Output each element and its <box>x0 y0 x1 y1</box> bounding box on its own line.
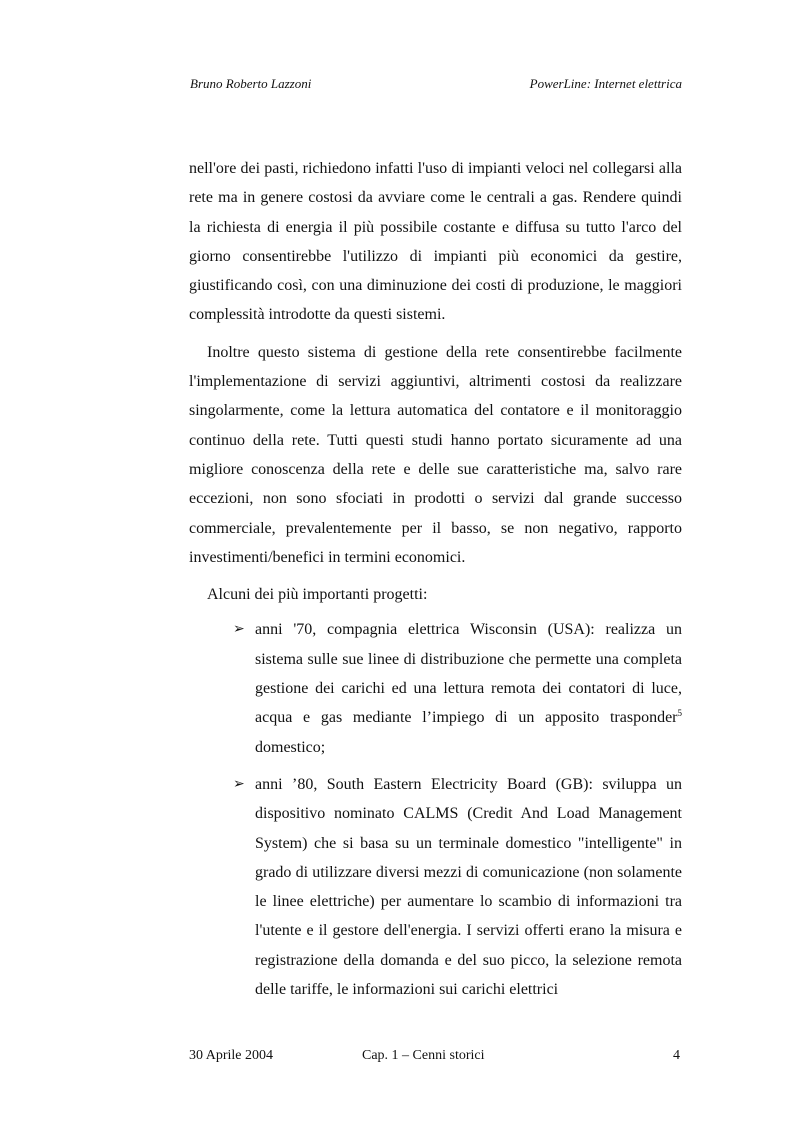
footnote-marker: 5 <box>677 708 682 719</box>
paragraph-2: Inoltre questo sistema di gestione della rete consentirebbe facilmente l'implementazione di servizi aggiuntivi, altrimenti costosi da realizzare singolarmente, come la lettura automatica del contatore e il monitoraggio continuo della rete. Tutti questi studi hanno portato sicuramente ad una migliore conoscenza della rete e delle sue caratteristiche ma, salvo rare eccezioni, non sono sfociati in prodotti o servizi dal grande successo commerciale, prevalentemente per il basso, se non negativo, rapporto investimenti/benefici in termini economici. <box>189 343 682 566</box>
footer-chapter: Cap. 1 – Cenni storici <box>362 1048 485 1063</box>
header-title: PowerLine: Internet elettrica <box>529 76 682 91</box>
list-item-text-tail: domestico; <box>255 738 326 756</box>
paragraph-3: Alcuni dei più importanti progetti: <box>207 586 428 604</box>
list-item <box>189 770 682 1004</box>
list-item-text: anni '70, compagnia elettrica Wisconsin (USA): realizza un sistema sulle sue linee di distribuzione che permette una completa gestione dei carichi ed una lettura remota dei contatori di luce, acqua e gas mediante l’impiego di un apposito trasponder <box>255 621 682 727</box>
list-item-text: anni ’80, South Eastern Electricity Board (GB): sviluppa un dispositivo nominato CALMS (Credit And Load Management System) che si basa su un terminale domestico "intelligente" in grado di utilizzare diversi mezzi di comunicazione (non solamente le linee elettriche) per aumentare lo scambio di informazioni tra l'utente e il gestore dell'energia. I servizi offerti erano la misura e registrazione della domanda e del suo picco, la selezione remota delle tariffe, le informazioni sui carichi elettrici <box>255 775 682 999</box>
page-number: 4 <box>673 1048 680 1063</box>
arrow-bullet-icon: ➢ <box>233 775 245 792</box>
list-item <box>189 615 682 761</box>
arrow-bullet-icon: ➢ <box>233 621 245 638</box>
project-list <box>189 615 682 1004</box>
header-author: Bruno Roberto Lazzoni <box>190 76 312 91</box>
footer-date: 30 Aprile 2004 <box>189 1048 273 1063</box>
page-header <box>190 76 682 98</box>
page-body <box>189 154 682 1012</box>
paragraph-1: nell'ore dei pasti, richiedono infatti l'uso di impianti veloci nel collegarsi alla rete ma in genere costosi da avviare come le centrali a gas. Rendere quindi la richiesta di energia il più possibile costante e diffusa su tutto l'arco del giorno consentirebbe l'utilizzo di impianti più economici da gestire, giustificando così, con una diminuzione dei costi di produzione, le maggiori complessità introdotte da questi sistemi. <box>189 160 682 324</box>
page-footer <box>189 1048 682 1070</box>
